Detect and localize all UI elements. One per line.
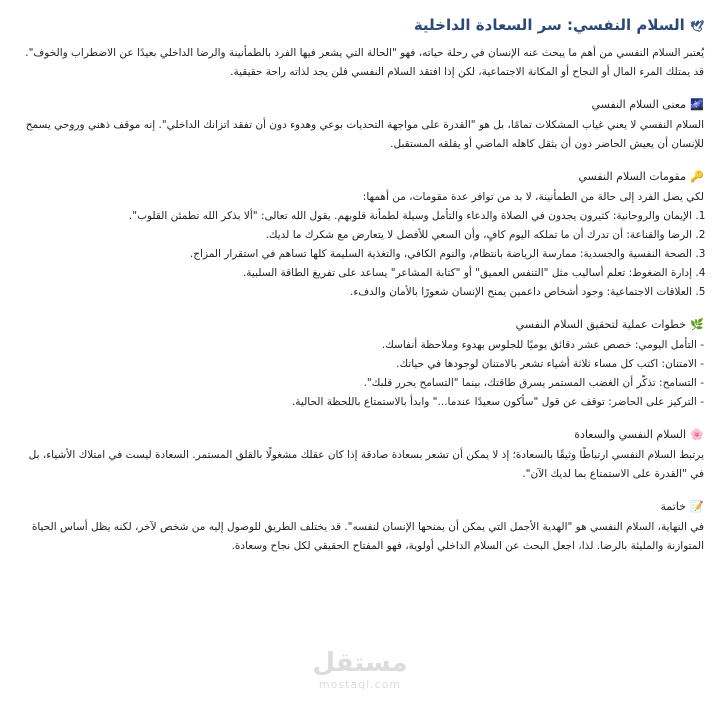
conclusion-paragraph: في النهاية، السلام النفسي هو "الهدية الأجمل التي يمكن أن يمنحها الإنسان لنفسه". قد يختلف الطريق للوصول إليه من شخص لآخر، لكنه يظل أساس الحياة المتوازنة والمليئة بالرضا. لذا، اجعل البحث عن السلام الداخلي أولوية، فهو المفتاح الحقيقي لكل نجاح وسعادة. [31, 521, 704, 552]
heading-text: خاتمة [660, 500, 686, 513]
dove-icon: 🕊 [690, 20, 704, 33]
pillars-list [14, 207, 704, 302]
section-heading-conclusion [14, 498, 704, 516]
heading-text: مقومات السلام النفسي [578, 170, 686, 183]
section-heading-meaning [14, 96, 704, 114]
section-heading-steps [14, 316, 704, 334]
memo-icon: 📝 [690, 500, 704, 513]
heading-text: السلام النفسي والسعادة [574, 428, 686, 441]
night-sky-icon: 🌌 [690, 98, 704, 111]
list-item: - التسامح: تذكّر أن الغضب المستمر يسرق طاقتك، بينما "التسامح يحرر قلبك". [14, 374, 704, 393]
meaning-paragraph: السلام النفسي لا يعني غياب المشكلات تمامًا، بل هو "القدرة على مواجهة التحديات بوعي وهدوء دون أن تفقد اتزانك الداخلي". إنه موقف ذهني وروحي يسمح للإنسان أن يعيش الحاضر دون أن يثقل كاهله الماضي أو يقلقه المستقبل. [25, 119, 704, 150]
watermark [300, 648, 420, 692]
happiness-paragraph: يرتبط السلام النفسي ارتباطًا وثيقًا بالسعادة؛ إذ لا يمكن أن تشعر بسعادة صادقة إذا كان عقلك مشغولًا بالقلق المستمر. السعادة ليست في امتلاك الأشياء، بل في "القدرة على الاستمتاع بما لديك الآن". [28, 449, 704, 480]
blossom-icon: 🌸 [690, 428, 704, 441]
list-item: 3. الصحة النفسية والجسدية: ممارسة الرياضة بانتظام، والنوم الكافي، والتغذية السليمة كلها تساهم في استقرار المزاج. [14, 245, 692, 264]
herb-icon: 🌿 [690, 318, 704, 331]
heading-text: معنى السلام النفسي [591, 98, 686, 111]
section-heading-pillars [14, 168, 704, 186]
intro-paragraph: يُعتبر السلام النفسي من أهم ما يبحث عنه الإنسان في رحلة حياته، فهو "الحالة التي يشعر فيها الفرد بالطمأنينة والرضا الداخلي بعيدًا عن الاضطراب والخوف". قد يمتلك المرء المال أو النجاح أو المكانة الاجتماعية، لكن إذا افتقد السلام النفسي فلن يجد لذاته راحة حقيقية. [25, 47, 704, 78]
key-icon: 🔑 [690, 170, 704, 183]
document-title [14, 12, 704, 38]
section-heading-happiness [14, 426, 704, 444]
list-item: 1. الإيمان والروحانية: كثيرون يجدون في الصلاة والدعاء والتأمل وسيلة لطمأنة قلوبهم. يقول الله تعالى: "ألا بذكر الله تطمئن القلوب". [14, 207, 692, 226]
list-item: - التأمل اليومي: خصص عشر دقائق يوميًا للجلوس بهدوء وملاحظة أنفاسك. [14, 336, 704, 355]
list-item: 5. العلاقات الاجتماعية: وجود أشخاص داعمين يمنح الإنسان شعورًا بالأمان والدفء. [14, 283, 692, 302]
steps-list [14, 336, 704, 412]
list-item: 2. الرضا والقناعة: أن تدرك أن ما تملكه اليوم كافٍ، وأن السعي للأفضل لا يتعارض مع شكرك ما لديك. [14, 226, 692, 245]
title-text: السلام النفسي: سر السعادة الداخلية [413, 16, 685, 34]
list-item: - التركيز على الحاضر: توقف عن قول "سأكون سعيدًا عندما..." وابدأ بالاستمتاع باللحظة الحالية. [14, 393, 704, 412]
document-content [14, 12, 704, 556]
list-item: - الامتنان: اكتب كل مساء ثلاثة أشياء تشعر بالامتنان لوجودها في حياتك. [14, 355, 704, 374]
list-item: 4. إدارة الضغوط: تعلم أساليب مثل "التنفس العميق" أو "كتابة المشاعر" يساعد على تفريغ الطاقة السلبية. [14, 264, 692, 283]
watermark-url: mostaql.com [318, 678, 402, 691]
heading-text: خطوات عملية لتحقيق السلام النفسي [515, 318, 686, 331]
pillars-lead: لكي يصل الفرد إلى حالة من الطمأنينة، لا بد من توافر عدة مقومات، من أهمها: [362, 191, 704, 203]
watermark-logo: مستقل [312, 648, 408, 678]
